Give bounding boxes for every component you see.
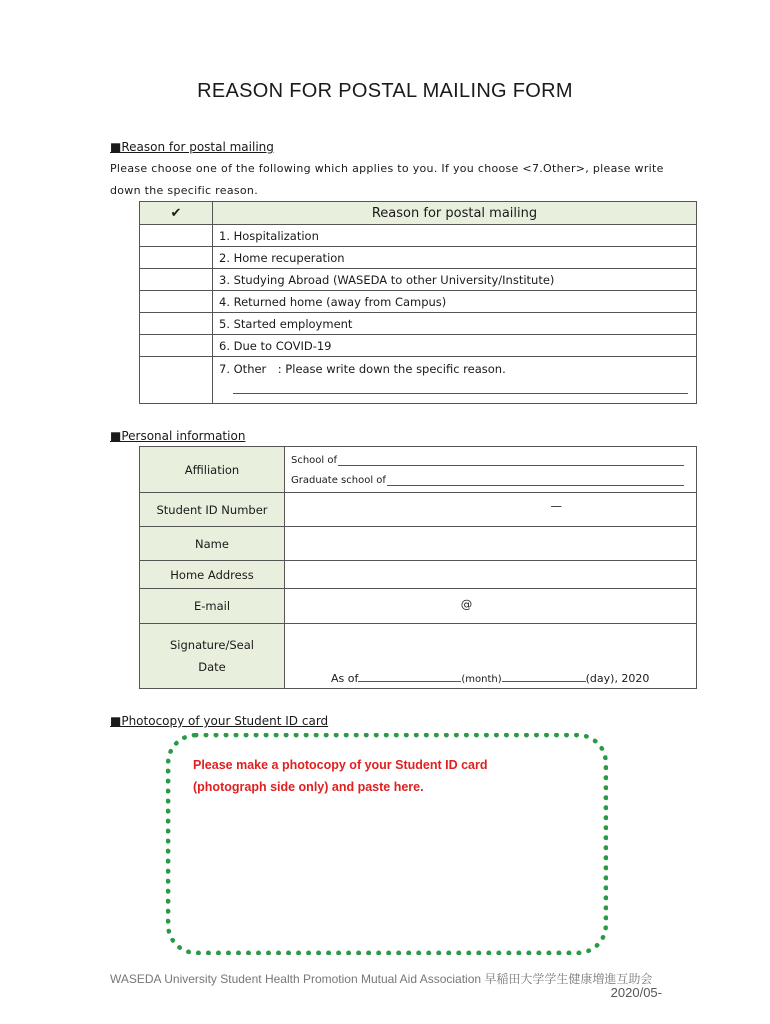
reason-table-header <box>140 202 697 225</box>
reason-row-4 <box>140 291 697 313</box>
email-at-sign: @ <box>460 597 473 611</box>
reason-option-7: 7. Other : Please write down the specific reason. <box>219 362 506 376</box>
check-cell-2[interactable] <box>140 247 213 269</box>
graduate-school-row <box>291 475 684 486</box>
date-label: Date <box>198 660 226 674</box>
reason-option-3: 3. Studying Abroad (WASEDA to other University/Institute) <box>213 269 697 291</box>
signature-date-cell[interactable] <box>285 624 697 689</box>
address-label: Home Address <box>140 561 285 589</box>
photo-section-heading: ■Photocopy of your Student ID card <box>110 714 329 728</box>
affiliation-cell <box>285 447 697 493</box>
signature-date-label-cell <box>140 624 285 689</box>
month-label: (month) <box>461 674 502 685</box>
reason-intro-line2: down the specific reason. <box>110 184 259 197</box>
day-blank-field[interactable] <box>502 671 586 682</box>
student-id-dash: — <box>550 499 562 513</box>
graduate-school-label: Graduate school of <box>291 475 386 486</box>
name-field[interactable] <box>285 527 697 561</box>
signature-date-row <box>140 624 697 689</box>
footer-association: WASEDA University Student Health Promotion Mutual Aid Association 早稲田大学学生健康増進互助会 <box>110 972 653 986</box>
personal-section-heading: ■Personal information <box>110 429 246 443</box>
reason-option-1: 1. Hospitalization <box>213 225 697 247</box>
name-row <box>140 527 697 561</box>
photo-instruction-line1: Please make a photocopy of your Student ID card <box>193 758 488 772</box>
affiliation-label: Affiliation <box>140 447 285 493</box>
as-of-label: As of <box>331 672 359 685</box>
student-id-field[interactable] <box>285 493 697 527</box>
graduate-school-field[interactable] <box>387 475 684 486</box>
reason-intro-line1: Please choose one of the following which applies to you. If you choose <7.Other>, please write <box>110 162 664 175</box>
student-id-row <box>140 493 697 527</box>
footer-date-code: 2020/05- <box>610 985 662 1000</box>
check-cell-7[interactable] <box>140 357 213 404</box>
reason-row-3 <box>140 269 697 291</box>
reason-option-2: 2. Home recuperation <box>213 247 697 269</box>
check-cell-5[interactable] <box>140 313 213 335</box>
reason-option-7-cell <box>213 357 697 404</box>
email-field[interactable] <box>285 589 697 624</box>
check-column-header: ✔ <box>140 202 213 225</box>
reason-row-7 <box>140 357 697 404</box>
year-blank-field[interactable] <box>358 671 461 682</box>
email-row <box>140 589 697 624</box>
date-fill-row <box>331 671 696 685</box>
school-of-field[interactable] <box>338 455 684 466</box>
reason-option-5: 5. Started employment <box>213 313 697 335</box>
reason-row-6 <box>140 335 697 357</box>
reason-row-1 <box>140 225 697 247</box>
address-row <box>140 561 697 589</box>
reason-section-heading: ■Reason for postal mailing <box>110 140 274 154</box>
reason-table <box>139 201 697 404</box>
reason-column-header: Reason for postal mailing <box>213 202 697 225</box>
page-title: REASON FOR POSTAL MAILING FORM <box>197 80 573 102</box>
check-cell-3[interactable] <box>140 269 213 291</box>
reason-row-2 <box>140 247 697 269</box>
photo-instruction-line2: (photograph side only) and paste here. <box>193 780 424 794</box>
school-of-label: School of <box>291 455 338 466</box>
day-year-label: (day), 2020 <box>585 672 650 685</box>
email-label: E-mail <box>140 589 285 624</box>
school-of-row <box>291 455 684 466</box>
reason-row-5 <box>140 313 697 335</box>
photo-instruction <box>193 754 488 798</box>
other-reason-field[interactable] <box>233 381 688 394</box>
reason-option-6: 6. Due to COVID-19 <box>213 335 697 357</box>
photo-paste-area <box>166 733 608 955</box>
affiliation-row <box>140 447 697 493</box>
address-field[interactable] <box>285 561 697 589</box>
check-cell-1[interactable] <box>140 225 213 247</box>
student-id-label: Student ID Number <box>140 493 285 527</box>
name-label: Name <box>140 527 285 561</box>
reason-option-4: 4. Returned home (away from Campus) <box>213 291 697 313</box>
check-cell-4[interactable] <box>140 291 213 313</box>
personal-info-table <box>139 446 697 689</box>
signature-label: Signature/Seal <box>170 638 254 652</box>
check-cell-6[interactable] <box>140 335 213 357</box>
